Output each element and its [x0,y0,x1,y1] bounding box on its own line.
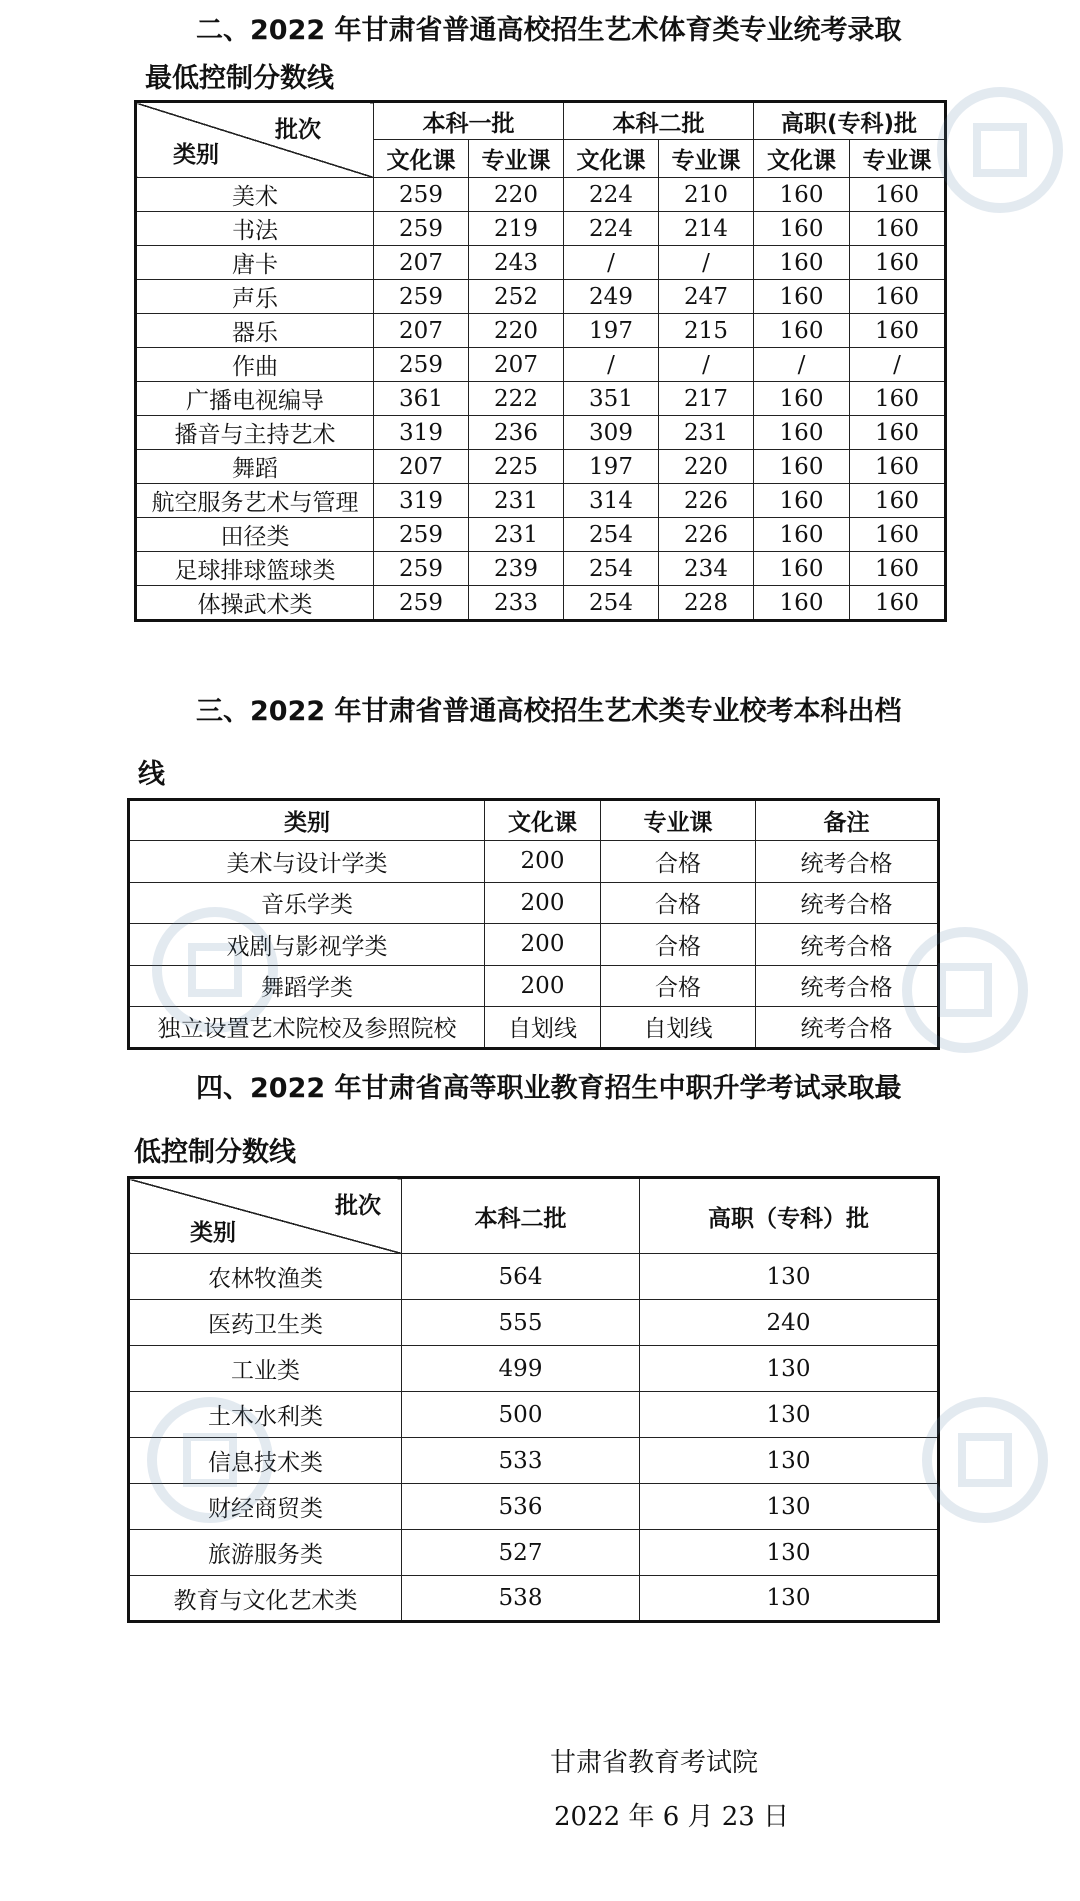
section3-value-cell: 统考合格 [756,882,939,924]
section2-value-cell: 361 [374,382,469,416]
section4-title-line2: 低控制分数线 [134,1137,296,1168]
section2-title-line2: 最低控制分数线 [145,63,334,94]
section4-row [129,1254,939,1300]
section2-value-cell: 197 [564,450,659,484]
section4-row [129,1346,939,1392]
section3-category-cell: 音乐学类 [129,882,485,924]
section2-value-cell: 220 [469,314,564,348]
section2-value-cell: 207 [469,348,564,382]
section3-title-line1: 三、2022 年甘肃省普通高校招生艺术类专业校考本科出档 [196,696,902,727]
section2-value-cell: 160 [754,552,850,586]
section3-table-body [129,841,939,1049]
section2-value-cell: 254 [564,552,659,586]
section3-row [129,965,939,1007]
section2-value-cell: 224 [564,178,659,212]
section2-subheader: 专业课 [850,140,946,178]
section2-category-cell: 足球排球篮球类 [136,552,374,586]
section2-value-cell: 160 [850,586,946,621]
section2-table-body [136,178,946,621]
section2-value-cell: 225 [469,450,564,484]
section2-group-header: 本科一批 [374,102,564,140]
section2-value-cell: 314 [564,484,659,518]
section4-category-cell: 农林牧渔类 [129,1254,402,1300]
section3-category-cell: 戏剧与影视学类 [129,924,485,966]
section2-value-cell: 160 [850,382,946,416]
section4-value-cell: 130 [640,1438,939,1484]
section2-value-cell: 217 [659,382,754,416]
section2-subheader: 文化课 [564,140,659,178]
section2-value-cell: 160 [850,552,946,586]
section2-value-cell: 219 [469,212,564,246]
section2-row [136,586,946,621]
section2-value-cell: 160 [850,518,946,552]
section2-value-cell: 226 [659,484,754,518]
section2-value-cell: 254 [564,518,659,552]
section2-value-cell: / [850,348,946,382]
section3-value-cell: 200 [485,965,601,1007]
section2-subheader: 文化课 [754,140,850,178]
section2-row [136,314,946,348]
section2-category-cell: 航空服务艺术与管理 [136,484,374,518]
section3-value-cell: 200 [485,924,601,966]
section2-row [136,484,946,518]
section2-value-cell: 247 [659,280,754,314]
section2-value-cell: 319 [374,416,469,450]
section4-row [129,1392,939,1438]
section2-value-cell: 197 [564,314,659,348]
section2-value-cell: 160 [850,484,946,518]
section4-category-cell: 医药卫生类 [129,1300,402,1346]
section4-category-cell: 工业类 [129,1346,402,1392]
section4-row [129,1576,939,1622]
section2-value-cell: / [564,348,659,382]
section3-header: 类别 [129,800,485,841]
section3-category-cell: 舞蹈学类 [129,965,485,1007]
section3-category-cell: 独立设置艺术院校及参照院校 [129,1007,485,1049]
section4-value-cell: 499 [402,1346,640,1392]
section4-value-cell: 130 [640,1392,939,1438]
section4-row [129,1438,939,1484]
section4-value-cell: 130 [640,1484,939,1530]
section2-value-cell: 160 [850,212,946,246]
section2-corner-top: 批次 [275,117,321,143]
section3-value-cell: 合格 [601,965,756,1007]
section4-value-cell: 130 [640,1254,939,1300]
section3-value-cell: 自划线 [485,1007,601,1049]
section2-category-cell: 声乐 [136,280,374,314]
section4-value-cell: 500 [402,1392,640,1438]
section2-title-line1: 二、2022 年甘肃省普通高校招生艺术体育类专业统考录取 [196,15,902,46]
section2-category-cell: 作曲 [136,348,374,382]
section2-value-cell: 207 [374,246,469,280]
section2-value-cell: 239 [469,552,564,586]
section2-value-cell: 160 [850,450,946,484]
section2-value-cell: 160 [754,314,850,348]
section2-row [136,518,946,552]
section2-value-cell: 259 [374,178,469,212]
section4-category-cell: 信息技术类 [129,1438,402,1484]
section2-row [136,552,946,586]
section4-value-cell: 555 [402,1300,640,1346]
footer-org: 甘肃省教育考试院 [550,1748,759,1778]
section4-corner-cell [129,1178,402,1254]
section2-value-cell: 231 [469,484,564,518]
section4-value-cell: 564 [402,1254,640,1300]
section2-value-cell: 207 [374,450,469,484]
section2-corner-bottom: 类别 [173,142,219,168]
section2-value-cell: 252 [469,280,564,314]
section2-row [136,280,946,314]
section2-category-cell: 体操武术类 [136,586,374,621]
section2-value-cell: 210 [659,178,754,212]
section2-category-cell: 书法 [136,212,374,246]
section2-value-cell: / [659,348,754,382]
section2-value-cell: 224 [564,212,659,246]
section4-title-line1: 四、2022 年甘肃省高等职业教育招生中职升学考试录取最 [196,1073,902,1104]
section4-row [129,1530,939,1576]
section3-header: 备注 [756,800,939,841]
section2-value-cell: 214 [659,212,754,246]
section3-value-cell: 200 [485,841,601,883]
section2-row [136,212,946,246]
section4-row [129,1484,939,1530]
section2-value-cell: 160 [850,178,946,212]
section3-table [127,798,940,1050]
watermark-seal-icon [935,85,1065,215]
section2-category-cell: 舞蹈 [136,450,374,484]
section4-category-cell: 财经商贸类 [129,1484,402,1530]
section2-value-cell: 236 [469,416,564,450]
section2-value-cell: 228 [659,586,754,621]
section2-category-cell: 播音与主持艺术 [136,416,374,450]
section2-value-cell: 249 [564,280,659,314]
section4-row [129,1300,939,1346]
section2-value-cell: 160 [754,586,850,621]
section2-row [136,178,946,212]
section2-subheader: 专业课 [659,140,754,178]
section2-subheader: 文化课 [374,140,469,178]
section3-value-cell: 合格 [601,841,756,883]
section3-row [129,841,939,883]
section2-value-cell: 207 [374,314,469,348]
section2-value-cell: 160 [754,484,850,518]
section4-header: 本科二批 [402,1178,640,1254]
section4-value-cell: 130 [640,1530,939,1576]
section4-category-cell: 教育与文化艺术类 [129,1576,402,1622]
section2-value-cell: 160 [850,314,946,348]
section2-value-cell: 160 [754,178,850,212]
section4-table-body [129,1254,939,1622]
section4-value-cell: 533 [402,1438,640,1484]
section2-value-cell: 160 [754,416,850,450]
section4-category-cell: 旅游服务类 [129,1530,402,1576]
section4-corner-top: 批次 [335,1193,381,1219]
section2-value-cell: 259 [374,280,469,314]
section3-category-cell: 美术与设计学类 [129,841,485,883]
section2-category-cell: 田径类 [136,518,374,552]
section2-value-cell: 231 [469,518,564,552]
footer-date: 2022 年 6 月 23 日 [554,1802,790,1832]
section2-row [136,416,946,450]
section2-subheader: 专业课 [469,140,564,178]
section2-value-cell: 226 [659,518,754,552]
section2-category-cell: 美术 [136,178,374,212]
section2-row [136,246,946,280]
section2-value-cell: 160 [850,280,946,314]
section2-value-cell: 160 [754,382,850,416]
section2-value-cell: / [754,348,850,382]
section2-row [136,382,946,416]
section2-category-cell: 广播电视编导 [136,382,374,416]
section3-value-cell: 合格 [601,882,756,924]
section2-value-cell: 234 [659,552,754,586]
section2-category-cell: 唐卡 [136,246,374,280]
section2-value-cell: 215 [659,314,754,348]
section2-group-header: 本科二批 [564,102,754,140]
section2-value-cell: 160 [754,246,850,280]
section2-value-cell: 259 [374,552,469,586]
section4-value-cell: 240 [640,1300,939,1346]
section4-category-cell: 土木水利类 [129,1392,402,1438]
section2-value-cell: 309 [564,416,659,450]
section2-value-cell: 243 [469,246,564,280]
section3-value-cell: 合格 [601,924,756,966]
section4-corner-bottom: 类别 [190,1220,236,1246]
section4-value-cell: 527 [402,1530,640,1576]
section3-title-line2: 线 [138,759,165,790]
section2-value-cell: 160 [850,246,946,280]
section2-group-header: 高职(专科)批 [754,102,946,140]
section4-value-cell: 130 [640,1346,939,1392]
section2-value-cell: 231 [659,416,754,450]
section2-value-cell: 222 [469,382,564,416]
section2-value-cell: / [659,246,754,280]
section2-value-cell: 233 [469,586,564,621]
section4-value-cell: 536 [402,1484,640,1530]
section2-category-cell: 器乐 [136,314,374,348]
section2-value-cell: 254 [564,586,659,621]
section4-table [127,1176,940,1623]
section2-row [136,450,946,484]
section3-value-cell: 统考合格 [756,1007,939,1049]
section2-value-cell: 259 [374,348,469,382]
section2-table [134,100,947,622]
section2-value-cell: 160 [850,416,946,450]
section2-value-cell: 220 [659,450,754,484]
section2-corner-cell [136,102,374,178]
section3-value-cell: 统考合格 [756,965,939,1007]
section2-value-cell: 259 [374,586,469,621]
section3-header: 专业课 [601,800,756,841]
section2-value-cell: 160 [754,212,850,246]
section2-value-cell: / [564,246,659,280]
section4-value-cell: 538 [402,1576,640,1622]
section3-value-cell: 自划线 [601,1007,756,1049]
section2-value-cell: 351 [564,382,659,416]
section2-row [136,348,946,382]
section2-value-cell: 160 [754,280,850,314]
section3-row [129,1007,939,1049]
section2-value-cell: 319 [374,484,469,518]
section3-value-cell: 统考合格 [756,841,939,883]
section2-value-cell: 259 [374,518,469,552]
section2-value-cell: 160 [754,518,850,552]
section3-value-cell: 统考合格 [756,924,939,966]
section4-value-cell: 130 [640,1576,939,1622]
section3-row [129,924,939,966]
section3-header: 文化课 [485,800,601,841]
section2-value-cell: 259 [374,212,469,246]
section3-value-cell: 200 [485,882,601,924]
section2-value-cell: 220 [469,178,564,212]
section4-header: 高职（专科）批 [640,1178,939,1254]
section2-value-cell: 160 [754,450,850,484]
section3-row [129,882,939,924]
